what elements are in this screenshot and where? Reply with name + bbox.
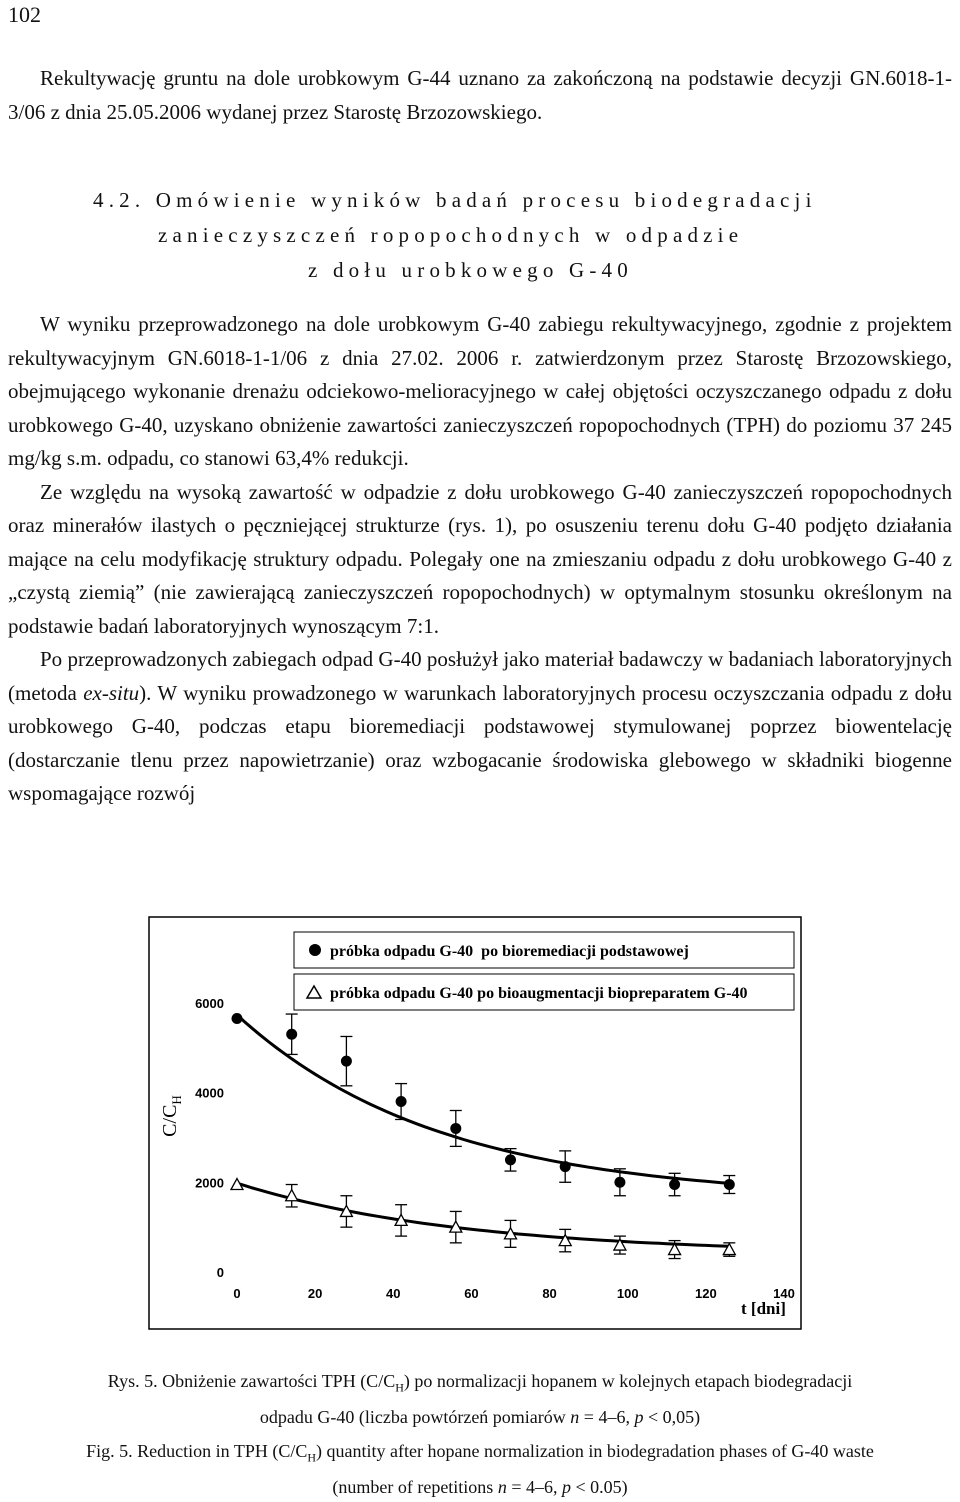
caption-en-end: ) quantity after hopane normalization in biodegradation phases of G-40 waste [316, 1441, 874, 1461]
x-tick-label: 20 [307, 1286, 323, 1301]
body-paragraph-2: Ze względu na wysoką zawartość w odpadzie z dołu urobkowego G-40 zanieczyszczeń ropopochodnych oraz minerałów ilastych o pęczniejącej strukturze (rys. 1), po osuszeniu terenu dołu G-40 podjęto działania mające na celu modyfikację struktury odpadu. Polegały one na zmieszaniu odpadu z dołu urobkowego G-40 z „czystą ziemią” (nie zawierającą zanieczyszczeń ropopochodnych) w optymalnym stosunku określonym na podstawie badań laboratoryjnych wynoszącym 7:1. [8, 479, 952, 638]
y-axis-label-sub: H [169, 1095, 184, 1105]
caption-en-sub: H [307, 1450, 317, 1465]
y-axis-label-main: C/C [159, 1104, 181, 1137]
x-tick-label: 80 [542, 1286, 557, 1301]
data-point-circle [669, 1179, 680, 1190]
caption-en-start: Fig. 5. Reduction in TPH (C/C [86, 1441, 308, 1461]
legend-marker-circle [309, 944, 321, 956]
intro-paragraph: Rekultywację gruntu na dole urobkowym G-44 uznano za zakończoną na podstawie decyzji GN.6018-1-3/06 z dnia 25.05.2006 wydanej przez Starostę Brzozowskiego. [8, 66, 952, 124]
heading-line-1: 4.2. Omówienie wyników badań procesu biodegradacji [93, 188, 817, 212]
y-tick-label: 4000 [195, 1085, 224, 1101]
caption-pl-end: ) po normalizacji hopanem w kolejnych etapach biodegradacji [403, 1371, 853, 1391]
data-point-circle [341, 1056, 352, 1067]
p3-method-italic: ex-situ [83, 680, 140, 705]
p3-text-before: Po przeprowadzonych zabiegach odpad G-40 posłużył jako materiał badawczy w badaniach laboratoryjnych (metoda [8, 647, 952, 705]
caption-en-line2-c: < 0.05) [570, 1476, 628, 1497]
caption-en-line2-a: (number of repetitions [332, 1476, 498, 1497]
data-point-circle [396, 1096, 407, 1107]
tph-chart [148, 916, 802, 1330]
x-tick-label: 0 [233, 1286, 241, 1301]
figure-chart [148, 916, 802, 1330]
data-point-circle [560, 1161, 571, 1172]
caption-pl-start: Rys. 5. Obniżenie zawartości TPH (C/C [107, 1371, 396, 1391]
data-point-circle [614, 1177, 625, 1188]
x-axis-label: t [dni] [741, 1299, 786, 1318]
caption-pl-line-2 [0, 1403, 960, 1432]
caption-pl-n: n [570, 1406, 580, 1427]
body-text [8, 308, 952, 811]
caption-en-p: p [561, 1476, 571, 1497]
p3-text-after: ). W wyniku prowadzonego w warunkach laboratoryjnych procesu oczyszczania odpadu z dołu urobkowego G-40, podczas etapu bioremediacji podstawowej stymulowanej poprzez biowentelację (dostarczanie tlenu przez napowietrzanie) oraz wzbogacanie środowiska glebowego w składniki biogenne wspomagające rozwój [8, 680, 952, 805]
caption-en-line2-b: = 4–6, [506, 1476, 562, 1497]
caption-pl-line-1 [0, 1367, 960, 1403]
x-tick-label: 140 [773, 1286, 795, 1301]
caption-pl-sub: H [395, 1380, 404, 1395]
data-point-circle [724, 1179, 735, 1190]
y-tick-label: 0 [216, 1265, 224, 1280]
x-tick-label: 100 [616, 1286, 639, 1301]
caption-en-line-1 [0, 1437, 960, 1473]
data-point-circle [286, 1029, 297, 1040]
legend-label-2: próbka odpadu G-40 po bioaugmentacji biopreparatem G-40 [330, 985, 748, 1002]
caption-en-n: n [497, 1476, 507, 1497]
heading-line-3: z dołu urobkowego G-40 [308, 258, 633, 282]
data-point-circle [505, 1154, 516, 1165]
caption-en-line-2 [0, 1473, 960, 1502]
caption-pl-p: p [634, 1406, 644, 1427]
x-tick-label: 60 [464, 1286, 479, 1301]
caption-polish [0, 1367, 960, 1432]
heading-line-2: zanieczyszczeń ropopochodnych w odpadzie [158, 223, 744, 247]
data-point-circle [232, 1013, 243, 1024]
caption-pl-line2-b: = 4–6, [579, 1406, 635, 1427]
x-tick-label: 40 [386, 1286, 401, 1301]
caption-english [0, 1437, 960, 1502]
legend-label-1: próbka odpadu G-40 po bioremediacji podstawowej [330, 943, 689, 960]
section-heading [0, 183, 960, 288]
caption-pl-line2-c: < 0,05) [643, 1406, 701, 1427]
data-point-circle [450, 1123, 461, 1134]
y-tick-label: 6000 [195, 995, 224, 1011]
page-number: 102 [8, 2, 41, 27]
caption-pl-line2-a: odpadu G-40 (liczba powtórzeń pomiarów [259, 1406, 571, 1427]
y-tick-label: 2000 [195, 1175, 224, 1191]
body-paragraph-1: W wyniku przeprowadzonego na dole urobkowym G-40 zabiegu rekultywacyjnego, zgodnie z projektem rekultywacyjnym GN.6018-1-1/06 z dnia 27.02. 2006 r. zatwierdzonym przez Starostę Brzozowskiego, obejmującego wykonanie drenażu odciekowo-melioracyjnego w całej objętości oczyszczanego odpadu z dołu urobkowego G-40, uzyskano obniżenie zawartości zanieczyszczeń ropopochodnych (TPH) do poziomu 37 245 mg/kg s.m. odpadu, co stanowi 63,4% redukcji. [8, 312, 952, 470]
x-tick-label: 120 [695, 1286, 717, 1301]
body-paragraph-3 [8, 643, 952, 811]
